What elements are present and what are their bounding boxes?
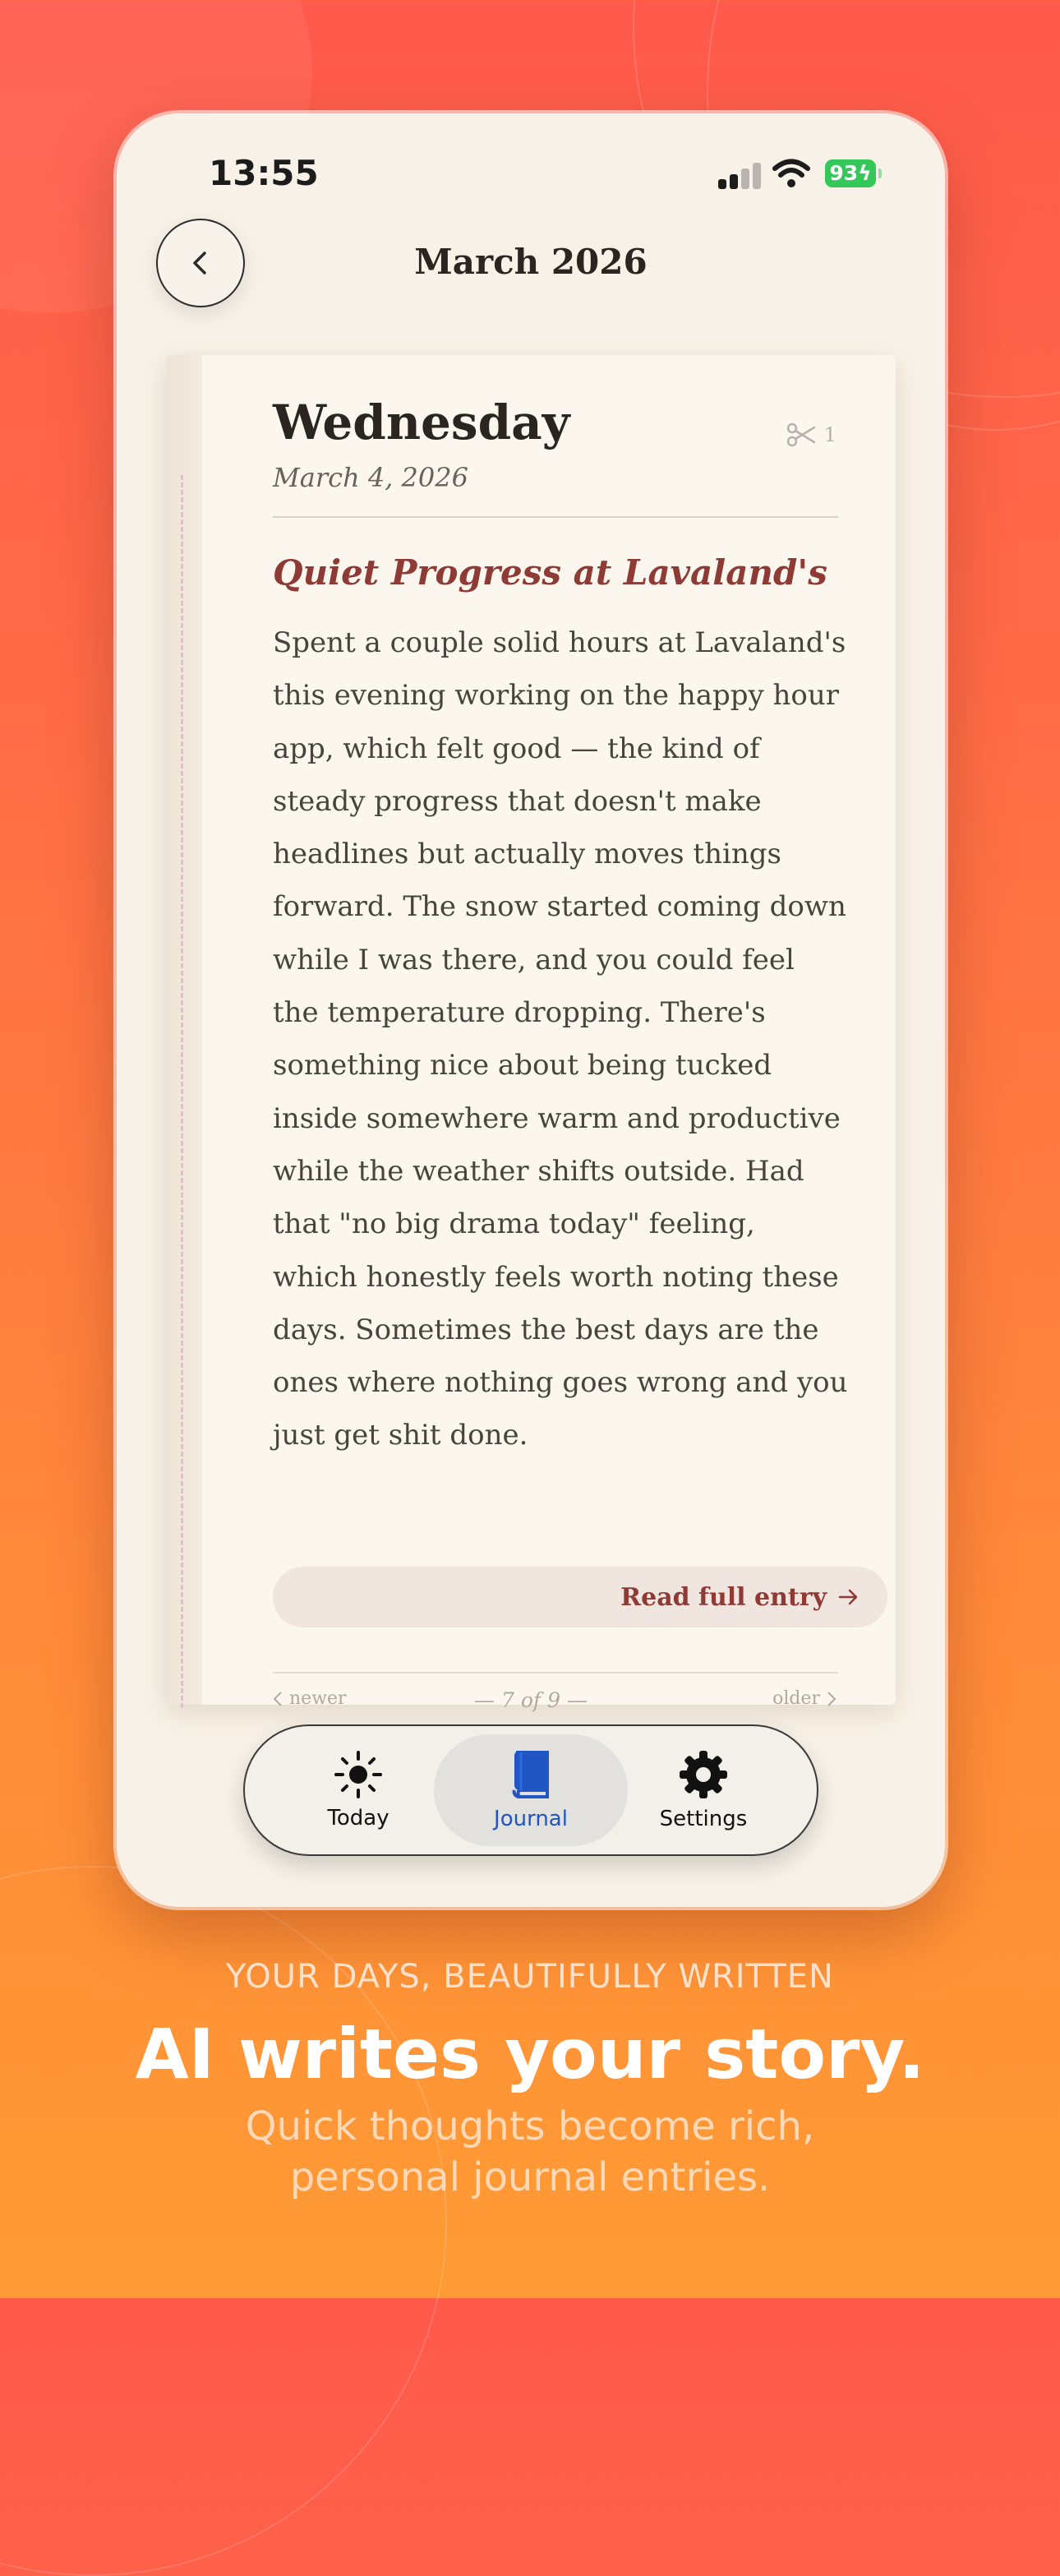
book-icon (508, 1749, 554, 1800)
chevron-right-icon (827, 1691, 836, 1707)
entry-date: March 4, 2026 (273, 462, 468, 493)
footer-divider (273, 1672, 838, 1673)
caption-subline-line-1: Quick thoughts become rich, (245, 2103, 815, 2149)
tab-today-label: Today (327, 1806, 389, 1830)
tab-journal[interactable] (434, 1734, 628, 1846)
battery-icon: 93ϟ (825, 159, 876, 187)
sun-icon (334, 1750, 383, 1799)
tab-today[interactable] (261, 1734, 455, 1846)
spine-stitching (181, 475, 183, 1708)
tab-bar (243, 1724, 818, 1856)
caption-headline: AI writes your story. (135, 2014, 925, 2094)
clip-indicator[interactable] (786, 422, 836, 447)
page-position-label: — 7 of 9 — (474, 1688, 588, 1712)
caption-subline (0, 2101, 1060, 2203)
read-full-entry-label: Read full entry (620, 1582, 827, 1612)
status-time: 13:55 (209, 153, 319, 193)
header-divider (273, 516, 838, 518)
header-title: March 2026 (414, 242, 648, 282)
tab-settings-label: Settings (659, 1807, 748, 1831)
phone-screen (117, 113, 945, 1907)
caption-subline-line-2: personal journal entries. (289, 2154, 771, 2200)
page-spine (166, 355, 202, 1705)
arrow-right-icon (838, 1588, 860, 1606)
entry-day: Wednesday (273, 395, 570, 450)
clip-count: 1 (823, 423, 836, 446)
wifi-icon (772, 158, 810, 189)
entry-body: Spent a couple solid hours at Lavaland's this evening working on the happy hour app, which felt good — the kind of steady progress that doesn't make headlines but actually moves things forward. The snow started coming down while I was there, and you could feel the temperature dropping. There's something nice about being tucked inside somewhere warm and productive while the weather shifts outside. Had that "no big drama today" feeling, which honestly feels worth noting these days. Sometimes the best days are the ones where nothing goes wrong and you just get shit done. (273, 626, 848, 1452)
journal-page (166, 355, 896, 1712)
newer-label: newer (289, 1688, 347, 1709)
battery-level: 93 (829, 161, 859, 185)
tab-settings[interactable] (606, 1734, 800, 1846)
older-label: older (772, 1688, 820, 1709)
scissors-icon (786, 422, 816, 447)
older-link[interactable] (772, 1688, 836, 1709)
signal-icon (718, 163, 761, 189)
entry-title: Quiet Progress at Lavaland's (273, 552, 827, 593)
tab-journal-label: Journal (494, 1807, 568, 1831)
read-full-entry-button[interactable] (273, 1567, 887, 1627)
gear-icon (678, 1749, 729, 1800)
caption-eyebrow: YOUR DAYS, BEAUTIFULLY WRITTEN (226, 1958, 834, 1996)
